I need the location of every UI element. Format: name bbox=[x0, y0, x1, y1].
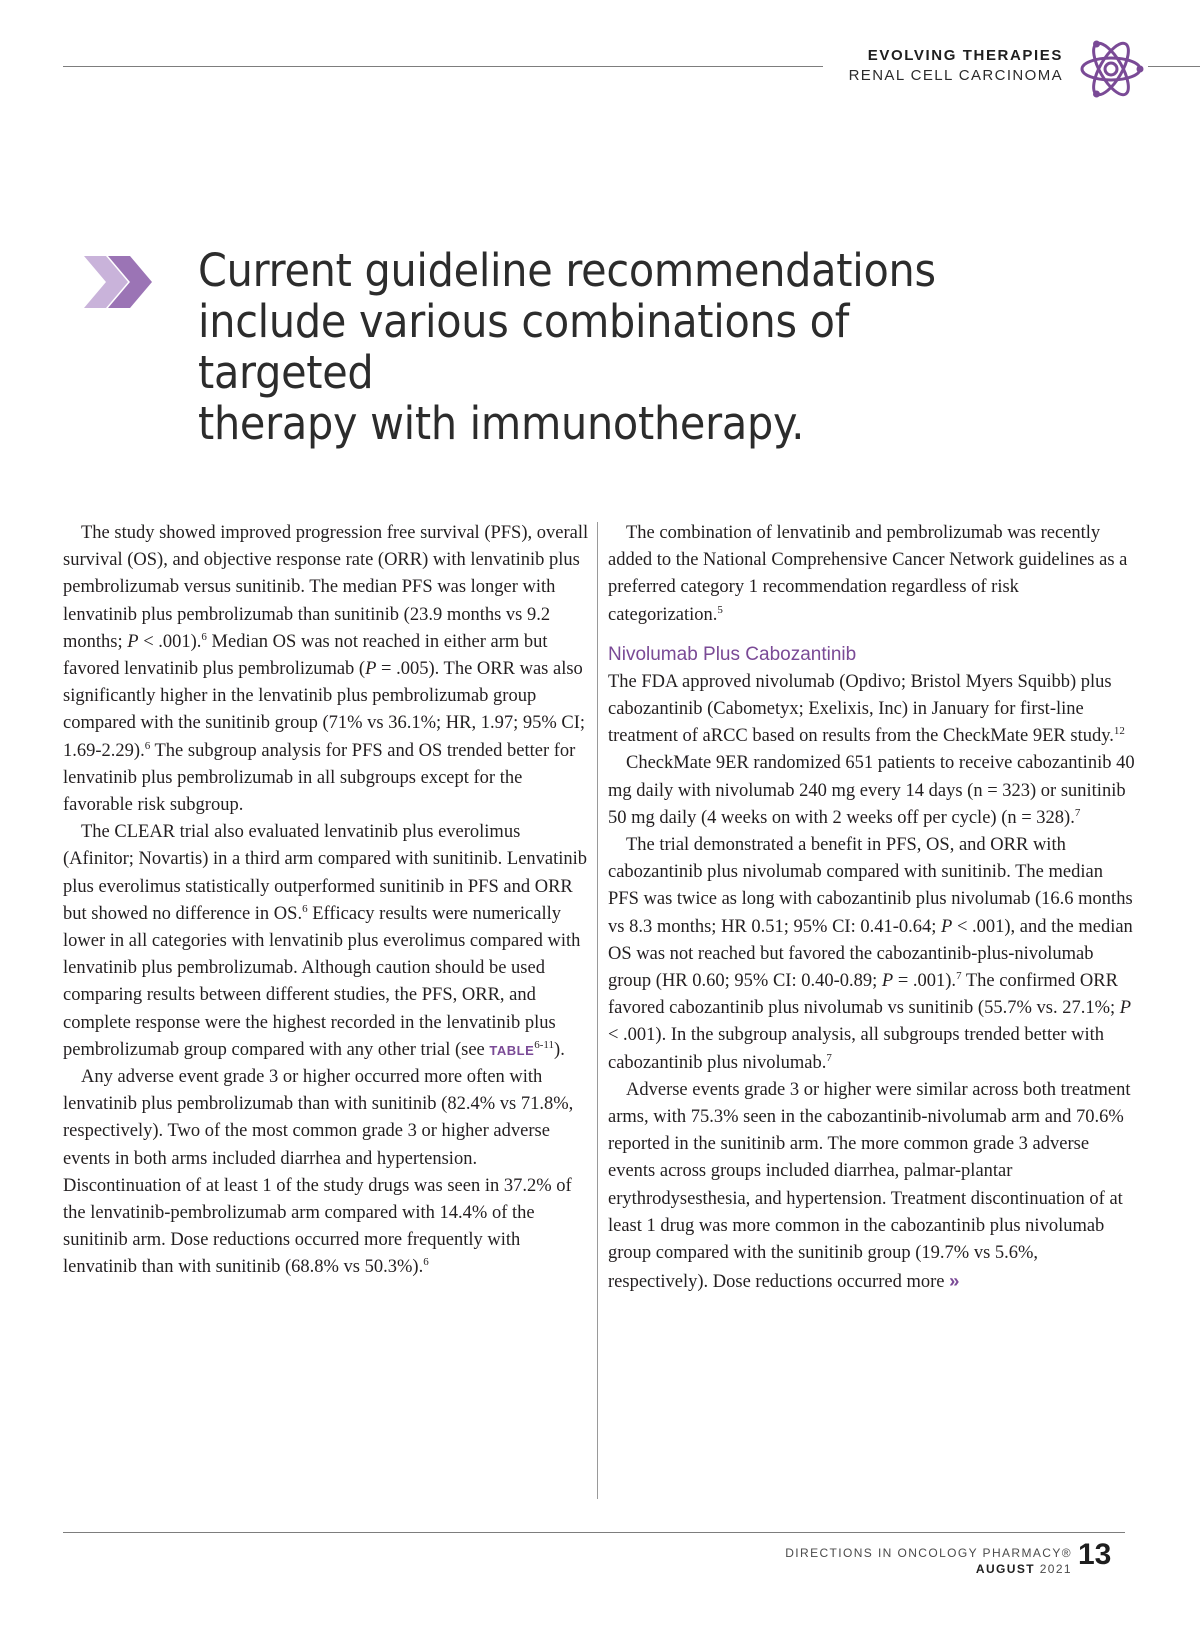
paragraph: Adverse events grade 3 or higher were similar across both treatment arms, with 75.3% seen in the cabozantinib-nivolumab arm and 70.6% reported in the sunitinib arm. The more common grade 3 adverse events across groups included diarrhea, palmar-plantar erythrodysesthesia, and hypertension. Treatment discontinuation of at least 1 drug was more common in the cabozantinib plus nivolumab group compared with the sunitinib group (19.7% vs 5.6%, respectively). Dose reductions occurred more » bbox=[608, 1079, 1131, 1293]
paragraph: The trial demonstrated a benefit in PFS, OS, and ORR with cabozantinib plus nivolumab compared with sunitinib. The median PFS was twice as long with cabozantinib plus nivolumab (16.6 months vs 8.3 months; HR 0.51; 95% CI: 0.41-0.64; P < .001), and the median OS was not reached but favored the cabozantinib-plus-nivolumab group (HR 0.60; 95% CI: 0.40-0.89; P = .001).$^7$ The confirmed ORR favored cabozantinib plus nivolumab vs sunitinib (55.7% vs. 27.1%; P < .001). In the subgroup analysis, all subgroups trended better with cabozantinib plus nivolumab.$^7$ bbox=[608, 835, 1133, 1073]
header-section: RENAL CELL CARCINOMA bbox=[848, 67, 1063, 84]
right-column bbox=[608, 520, 1136, 1296]
left-column bbox=[63, 520, 591, 1282]
reference-marker: 7 bbox=[1074, 806, 1081, 819]
page-number: 13 bbox=[1078, 1538, 1112, 1571]
atom-icon bbox=[1078, 36, 1144, 102]
header-kicker: EVOLVING THERAPIES bbox=[867, 47, 1063, 64]
reference-marker: 7 bbox=[826, 1051, 832, 1064]
pull-quote-line: Current guideline recommendations bbox=[198, 244, 936, 297]
reference-marker: 6 bbox=[302, 902, 308, 915]
paragraph: The CLEAR trial also evaluated lenvatinib plus everolimus (Afinitor; Novartis) in a third arm compared with sunitinib. Lenvatinib plus everolimus statistically outperformed sunitinib in PFS and ORR but showed no difference in OS.$^6$ Efficacy results were numerically lower in all categories with lenvatinib plus everolimus compared with lenvatinib plus pembrolizumab. Although caution should be used comparing results between different studies, the PFS, ORR, and complete response were the highest recorded in the lenvatinib plus pembrolizumab group compared with any other trial (see TABLE$^{6-11}$). bbox=[63, 822, 588, 1060]
reference-marker: 6 bbox=[144, 739, 151, 752]
paragraph: The FDA approved nivolumab (Opdivo; Bristol Myers Squibb) plus cabozantinib (Cabometyx; Exelixis, Inc) in January for first-line treatment of aRCC based on results from the CheckMate 9ER study.$^{12}$ bbox=[608, 671, 1125, 747]
pull-quote-line: therapy with immunotherapy. bbox=[198, 397, 805, 450]
header-rule-left bbox=[63, 66, 823, 67]
section-subhead: Nivolumab Plus Cabozantinib bbox=[608, 643, 857, 665]
publication-name: DIRECTIONS IN ONCOLOGY PHARMACY® bbox=[785, 1546, 1072, 1560]
paragraph: Any adverse event grade 3 or higher occurred more often with lenvatinib plus pembrolizumab than with sunitinib (82.4% vs 71.8%, respectively). Two of the most common grade 3 or higher adverse events in both arms included diarrhea and hypertension. Discontinuation of at least 1 of the study drugs was seen in 37.2% of the lenvatinib-pembrolizumab arm compared with 14.4% of the sunitinib arm. Dose reductions occurred more frequently with lenvatinib than with sunitinib (68.8% vs 50.3%).$^6$ bbox=[63, 1067, 574, 1278]
pull-quote-line: include various combinations of targeted bbox=[198, 295, 850, 399]
paragraph: The study showed improved progression free survival (PFS), overall survival (OS), and objective response rate (ORR) with lenvatinib plus pembrolizumab versus sunitinib. The median PFS was longer with lenvatinib plus pembrolizumab than sunitinib (23.9 months vs 9.2 months; P < .001).$^6$ Median OS was not reached in either arm but favored lenvatinib plus pembrolizumab (P = .005). The ORR was also significantly higher in the lenvatinib plus pembrolizumab group compared with the sunitinib group (71% vs 36.1%; HR, 1.97; 95% CI; 1.69-2.29).$^6$ The subgroup analysis for PFS and OS trended better for lenvatinib plus pembrolizumab in all subgroups except for the favorable risk subgroup. bbox=[63, 523, 589, 816]
double-chevron-icon bbox=[84, 256, 156, 308]
header-rule-right bbox=[1148, 66, 1200, 67]
paragraph: CheckMate 9ER randomized 651 patients to receive cabozantinib 40 mg daily with nivolumab 240 mg every 14 days (n = 323) or sunitinib 50 mg daily (4 weeks on with 2 weeks off per cycle) (n = 328).$^7$ bbox=[608, 753, 1135, 828]
running-header bbox=[849, 46, 1063, 86]
column-divider bbox=[597, 522, 598, 1499]
table-link[interactable]: TABLE bbox=[489, 1042, 535, 1058]
pull-quote bbox=[198, 245, 1026, 449]
issue-date: AUGUST 2021 bbox=[975, 1562, 1072, 1576]
reference-marker: 6-11 bbox=[534, 1038, 555, 1051]
continue-arrow-icon: » bbox=[949, 1270, 960, 1292]
reference-marker: 5 bbox=[717, 603, 723, 616]
footer-rule bbox=[63, 1532, 1125, 1533]
reference-marker: 6 bbox=[201, 630, 207, 643]
paragraph: The combination of lenvatinib and pembrolizumab was recently added to the National Comprehensive Cancer Network guidelines as a preferred category 1 recommendation regardless of risk categorization.$^5$ bbox=[608, 523, 1128, 625]
footer-folio bbox=[785, 1545, 1072, 1577]
reference-marker: 7 bbox=[956, 969, 962, 982]
reference-marker: 12 bbox=[1113, 725, 1125, 738]
reference-marker: 6 bbox=[423, 1256, 429, 1269]
